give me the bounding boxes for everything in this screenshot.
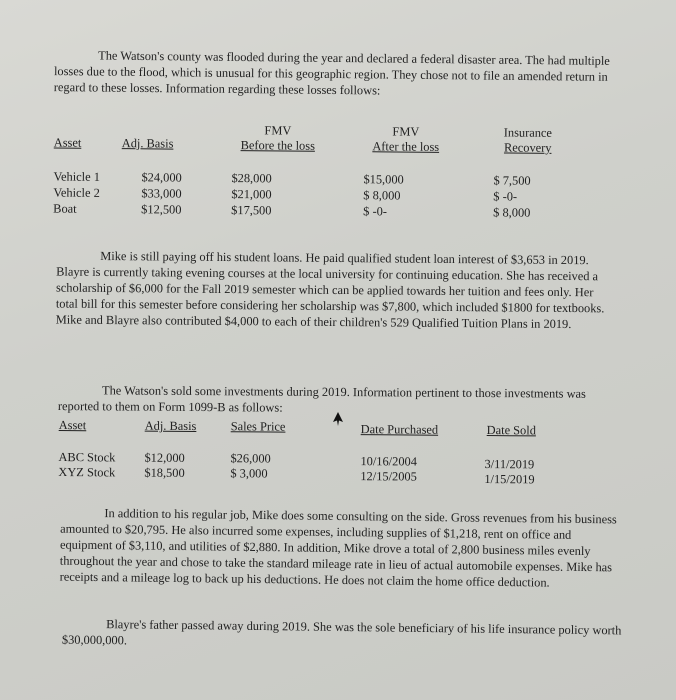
loss-header-insurance: Insurance Recovery [503, 125, 553, 155]
investments-text: The Watson's sold some investments during 2019. Information pertinent to those investments was reported to them on Form 1099-B as follows: [57, 383, 586, 416]
asset-cell: Vehicle 1 [53, 169, 101, 184]
mouse-pointer-icon [332, 412, 344, 426]
adj-basis-cell: $33,000 [141, 186, 182, 201]
student-loans-text: Mike is still paying off his student loans. He paid qualified student loan interest of $3,653 in 2019. Blayre is currently taking evening courses at the local university for continuing education. She has received a scholarship of $6,000 for the Fall 2019 semester which can be applied towards her tuition and fees only. Her total bill for this semester before considering her scholarship was $7,800, which included $1800 for textbooks. Mike and Blayre also contributed $4,000 to each of their children's 529 Qualified Tuition Plans in 2019. [55, 249, 605, 332]
asset-cell: Vehicle 2 [53, 185, 100, 200]
asset-cell: ABC Stock [58, 450, 116, 465]
date-sold-cell: 3/11/2019 [484, 457, 535, 472]
adj-basis-cell: $12,500 [141, 202, 182, 217]
sales-price-cell: $ 3,000 [230, 466, 268, 481]
life-insurance-paragraph [62, 616, 622, 655]
consulting-paragraph [60, 505, 621, 592]
date-sold-cell: 1/15/2019 [484, 472, 535, 487]
fmv-after-cell: $ 8,000 [363, 188, 401, 203]
sales-price-cell: $26,000 [230, 451, 271, 466]
fmv-after-cell: $ -0- [363, 204, 388, 219]
loss-header-fmv-after: FMV After the loss [372, 124, 440, 154]
fmv-before-cell: $28,000 [231, 171, 272, 186]
adj-basis-cell: $12,000 [144, 450, 185, 465]
adj-basis-cell: $24,000 [141, 170, 182, 185]
asset-cell: Boat [53, 201, 77, 216]
invest-header-date-sold: Date Sold [486, 423, 536, 438]
insurance-cell: $ 7,500 [493, 173, 531, 188]
loss-header-asset: Asset [53, 135, 82, 150]
invest-header-date-purchased: Date Purchased [360, 422, 439, 437]
life-insurance-text: Blayre's father passed away during 2019. She was the sole beneficiary of his life insurance policy worth $30,000,000. [61, 617, 622, 648]
intro-text: The Watson's county was flooded during the year and declared a federal disaster area. The had multiple losses due to the flood, which is unusual for this geographic region. They chose not to file an amended return in regard to these losses. Information regarding these losses follows: [53, 48, 610, 98]
fmv-before-cell: $17,500 [231, 203, 272, 218]
consulting-text: In addition to his regular job, Mike does some consulting on the side. Gross revenues from his business amounted to $20,795. He also incurred some expenses, including supplies of $1,218, rent on office and equipment of $3,110, and utilities of $2,880. In addition, Mike drove a total of 2,800 business miles evenly throughout the year and chose to take the standard mileage rate in lieu of actual automobile expenses. Mike has receipts and a mileage log to back up his deductions. He does not claim the home office deduction. [59, 506, 617, 590]
fmv-after-cell: $15,000 [363, 172, 404, 187]
asset-cell: XYZ Stock [58, 465, 116, 480]
insurance-cell: $ -0- [493, 189, 518, 204]
invest-header-asset: Asset [58, 418, 87, 433]
invest-header-sales-price: Sales Price [230, 419, 286, 434]
date-purchased-cell: 12/15/2005 [360, 469, 417, 484]
insurance-cell: $ 8,000 [493, 205, 531, 220]
loss-header-adj-basis: Adj. Basis [121, 136, 174, 151]
invest-header-adj-basis: Adj. Basis [144, 418, 197, 434]
adj-basis-cell: $18,500 [144, 465, 185, 480]
fmv-before-cell: $21,000 [231, 187, 272, 202]
date-purchased-cell: 10/16/2004 [360, 454, 417, 469]
loss-header-fmv-before: FMV Before the loss [240, 123, 315, 153]
